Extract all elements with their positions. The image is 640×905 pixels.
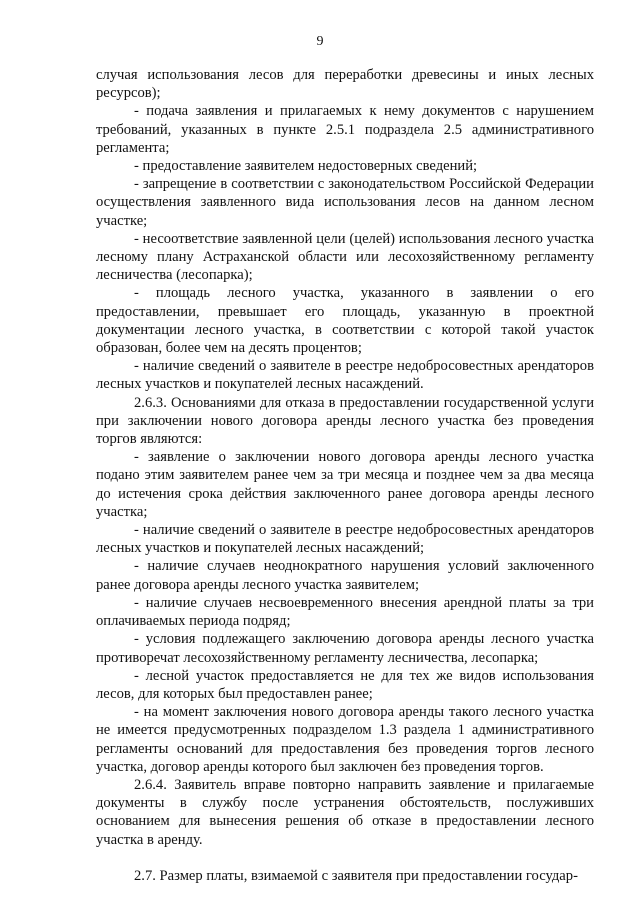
paragraph: - предоставление заявителем недостоверных сведений; bbox=[134, 158, 478, 175]
paragraph: - запрещение в соответствии с законодательством Российской Федерации осуществления заявленного вида использования лесов на данном лесном участке; bbox=[96, 176, 594, 229]
paragraph: - наличие сведений о заявителе в реестре недобросовестных арендаторов лесных участков и покупателей лесных насаждений; bbox=[96, 522, 594, 557]
section-heading: 2.7. Размер платы, взимаемой с заявителя при предоставлении государ- bbox=[134, 867, 578, 884]
paragraph: - заявление о заключении нового договора аренды лесного участка подано этим заявителем ранее чем за три месяца и позднее чем за два месяца до истечения срока действия заключенного ранее договора аренды лесного участка; bbox=[96, 449, 594, 520]
paragraph: - подача заявления и прилагаемых к нему документов с нарушением требований, указанных в пункте 2.5.1 подраздела 2.5 административного регламента; bbox=[96, 103, 594, 156]
paragraph: случая использования лесов для переработки древесины и иных лесных ресурсов); bbox=[96, 67, 594, 102]
paragraph: - площадь лесного участка, указанного в заявлении о его предоставлении, превышает его площадь, указанную в проектной документации лесного участка, в соответствии с которой такой участок образован, более чем на десять процентов; bbox=[96, 285, 594, 357]
paragraph: - лесной участок предоставляется не для тех же видов использования лесов, для которых был предоставлен ранее; bbox=[96, 667, 594, 702]
paragraph: - наличие случаев неоднократного нарушения условий заключенного ранее договора аренды лесного участка заявителем; bbox=[96, 558, 594, 593]
paragraph: - на момент заключения нового договора аренды такого лесного участка не имеется предусмотренных подразделом 1.3 раздела 1 административного регламенты оснований для предоставления без проведения торгов лесного участка, договор аренды которого был заключен без проведения торгов. bbox=[96, 704, 594, 775]
paragraph: - несоответствие заявленной цели (целей) использования лесного участка лесному плану Астраханской области или лесохозяйственному регламенту лесничества (лесопарка); bbox=[96, 230, 594, 284]
section-paragraph: 2.6.4. Заявитель вправе повторно направить заявление и прилагаемые документы в службу после устранения обстоятельств, послуживших основанием для вынесения решения об отказе в предоставлении лесного участка в аренду. bbox=[96, 776, 594, 848]
document-body bbox=[96, 66, 594, 885]
paragraph: - наличие сведений о заявителе в реестре недобросовестных арендаторов лесных участков и покупателей лесных насаждений. bbox=[96, 358, 594, 393]
paragraph: - наличие случаев несвоевременного внесения арендной платы за три оплачиваемых периода подряд; bbox=[96, 594, 594, 630]
page-number: 9 bbox=[316, 34, 324, 49]
paragraph: - условия подлежащего заключению договора аренды лесного участка противоречат лесохозяйственному регламенту лесничества, лесопарка; bbox=[96, 631, 594, 666]
section-paragraph: 2.6.3. Основаниями для отказа в предоставлении государственной услуги при заключении нового договора аренды лесного участка без проведения торгов являются: bbox=[96, 394, 594, 448]
